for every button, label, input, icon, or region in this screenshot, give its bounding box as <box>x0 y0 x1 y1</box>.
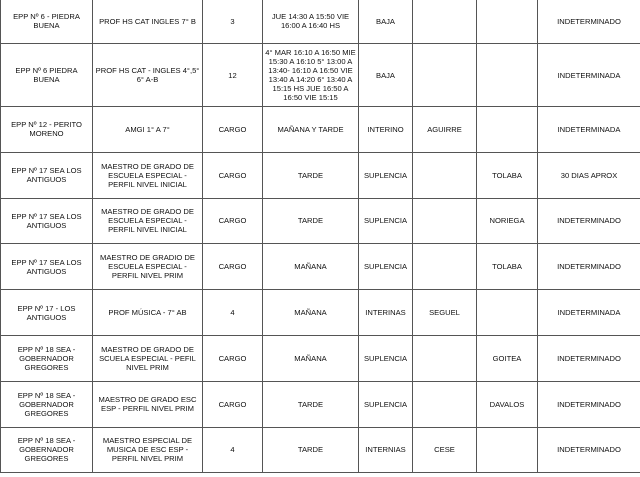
table-row <box>1 152 640 198</box>
position-cell: MAESTRO ESPECIAL DE MUSICA DE ESC ESP - PERFIL NIVEL PRIM <box>93 427 203 473</box>
schedule-cell: MAÑANA <box>263 244 359 290</box>
holder-cell <box>413 335 477 381</box>
school-cell: EPP Nº 12 - PERITO MORENO <box>1 107 93 153</box>
table-row <box>1 44 640 107</box>
school-cell: EPP Nº 17 SEA LOS ANTIGUOS <box>1 244 93 290</box>
replacement-cell <box>477 44 538 107</box>
status-cell: BAJA <box>359 44 413 107</box>
schedule-cell: MAÑANA <box>263 290 359 336</box>
position-cell: MAESTRO DE GRADO DE SCUELA ESPECIAL - PEFIL NIVEL PRIM <box>93 335 203 381</box>
table-row <box>1 244 640 290</box>
duration-cell: INDETERMINADA <box>538 44 640 107</box>
school-cell: EPP Nº 18 SEA - GOBERNADOR GREGORES <box>1 427 93 473</box>
status-cell: INTERINO <box>359 107 413 153</box>
duration-cell: INDETERMINADA <box>538 290 640 336</box>
duration-cell: INDETERMINADO <box>538 244 640 290</box>
holder-cell <box>413 0 477 44</box>
school-cell: EPP Nº 17 SEA LOS ANTIGUOS <box>1 152 93 198</box>
hours-cell: 12 <box>203 44 263 107</box>
status-cell: INTERNIAS <box>359 427 413 473</box>
table-row <box>1 198 640 244</box>
duration-cell: INDETERMINADO <box>538 335 640 381</box>
replacement-cell: TOLABA <box>477 152 538 198</box>
replacement-cell <box>477 290 538 336</box>
replacement-cell: DAVALOS <box>477 381 538 427</box>
status-cell: BAJA <box>359 0 413 44</box>
duration-cell: INDETERMINADA <box>538 107 640 153</box>
duration-cell: INDETERMINADO <box>538 198 640 244</box>
duration-cell: INDETERMINADO <box>538 381 640 427</box>
holder-cell <box>413 44 477 107</box>
schedule-cell: TARDE <box>263 152 359 198</box>
schedule-cell: TARDE <box>263 198 359 244</box>
school-cell: EPP Nº 18 SEA - GOBERNADOR GREGORES <box>1 335 93 381</box>
duration-cell: INDETERMINADO <box>538 0 640 44</box>
replacement-cell <box>477 0 538 44</box>
holder-cell <box>413 198 477 244</box>
replacement-cell: NORIEGA <box>477 198 538 244</box>
duration-cell: 30 DIAS APROX <box>538 152 640 198</box>
hours-cell: 4 <box>203 290 263 336</box>
status-cell: SUPLENCIA <box>359 244 413 290</box>
hours-cell: CARGO <box>203 152 263 198</box>
holder-cell <box>413 244 477 290</box>
holder-cell <box>413 381 477 427</box>
position-cell: MAESTRO DE GRADIO DE ESCUELA ESPECIAL - PERFIL NIVEL PRIM <box>93 244 203 290</box>
replacement-cell <box>477 107 538 153</box>
school-cell: EPP Nº 18 SEA - GOBERNADOR GREGORES <box>1 381 93 427</box>
table-row <box>1 0 640 44</box>
table-row <box>1 381 640 427</box>
replacement-cell <box>477 427 538 473</box>
table-row <box>1 335 640 381</box>
duration-cell: INDETERMINADO <box>538 427 640 473</box>
schedule-cell: JUE 14:30 A 15:50 VIE 16:00 A 16:40 HS <box>263 0 359 44</box>
hours-cell: CARGO <box>203 335 263 381</box>
status-cell: SUPLENCIA <box>359 152 413 198</box>
table-row <box>1 290 640 336</box>
holder-cell: SEGUEL <box>413 290 477 336</box>
table-body <box>1 0 640 473</box>
status-cell: SUPLENCIA <box>359 381 413 427</box>
position-cell: PROF MÚSICA - 7° AB <box>93 290 203 336</box>
hours-cell: CARGO <box>203 198 263 244</box>
position-cell: PROF HS CAT - INGLES 4°,5° 6° A-B <box>93 44 203 107</box>
holder-cell <box>413 152 477 198</box>
replacement-cell: TOLABA <box>477 244 538 290</box>
schedule-cell: TARDE <box>263 381 359 427</box>
position-cell: MAESTRO DE GRADO ESC ESP - PERFIL NIVEL PRIM <box>93 381 203 427</box>
position-cell: AMGI 1° A 7° <box>93 107 203 153</box>
status-cell: INTERINAS <box>359 290 413 336</box>
schedule-cell: MAÑANA <box>263 335 359 381</box>
hours-cell: 3 <box>203 0 263 44</box>
replacement-cell: GOITEA <box>477 335 538 381</box>
hours-cell: CARGO <box>203 244 263 290</box>
schedule-cell: MAÑANA Y TARDE <box>263 107 359 153</box>
table-row <box>1 107 640 153</box>
hours-cell: 4 <box>203 427 263 473</box>
status-cell: SUPLENCIA <box>359 198 413 244</box>
position-cell: PROF HS CAT INGLES 7° B <box>93 0 203 44</box>
school-cell: EPP Nº 17 SEA LOS ANTIGUOS <box>1 198 93 244</box>
status-cell: SUPLENCIA <box>359 335 413 381</box>
schedule-cell: 4° MAR 16:10 A 16:50 MIE 15:30 A 16:10 5° 13:00 A 13:40- 16:10 A 16:50 VIE 13:40 A 14:20 6° 13:40 A 15:15 HS JUE 16:50 A 16:50 VIE 15:15 <box>263 44 359 107</box>
hours-cell: CARGO <box>203 107 263 153</box>
position-cell: MAESTRO DE GRADO DE ESCUELA ESPECIAL - PERFIL NIVEL INICIAL <box>93 198 203 244</box>
schedule-cell: TARDE <box>263 427 359 473</box>
position-cell: MAESTRO DE GRADO DE ESCUELA ESPECIAL - PERFIL NIVEL INICIAL <box>93 152 203 198</box>
hours-cell: CARGO <box>203 381 263 427</box>
school-cell: EPP Nº 6 - PIEDRA BUENA <box>1 0 93 44</box>
school-cell: EPP Nº 17 - LOS ANTIGUOS <box>1 290 93 336</box>
school-cell: EPP Nº 6 PIEDRA BUENA <box>1 44 93 107</box>
table-row <box>1 427 640 473</box>
holder-cell: CESE <box>413 427 477 473</box>
holder-cell: AGUIRRE <box>413 107 477 153</box>
